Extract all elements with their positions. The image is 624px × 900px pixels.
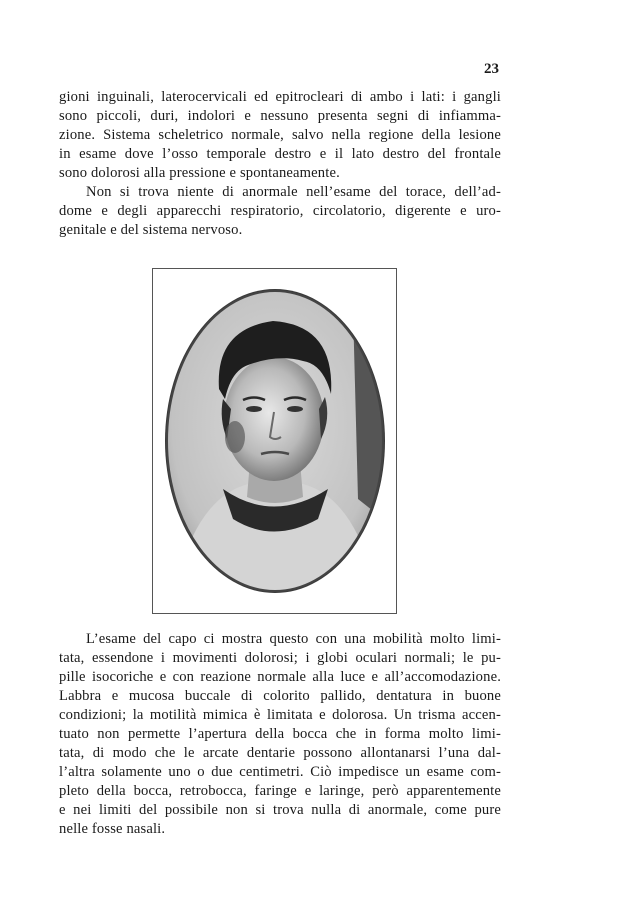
text-line: l’altra solamente uno o due centimetri. Ciò impedisce un esame com- xyxy=(59,764,501,780)
text-block-top xyxy=(59,88,501,240)
text-line: L’esame del capo ci mostra questo con una mobilità molto limi- xyxy=(86,631,501,647)
text-line: e nei limiti del possibile non si trova nulla di anormale, come pure xyxy=(59,802,501,818)
text-line: gioni inguinali, laterocervicali ed epitrocleari di ambo i lati: i gangli xyxy=(59,89,501,105)
text-line: genitale e del sistema nervoso. xyxy=(59,222,243,238)
text-line: pleto della bocca, retrobocca, faringe e laringe, però apparentemente xyxy=(59,783,501,799)
text-line: condizioni; la motilità mimica è limitata e dolorosa. Un trisma accen- xyxy=(59,707,501,723)
text-line: pille isocoriche e con reazione normale alla luce e all’accomodazione. xyxy=(59,669,501,685)
text-block-bottom xyxy=(59,630,501,839)
text-line: tuato non permette l’apertura della bocca che in forma molto limi- xyxy=(59,726,501,742)
text-line: Labbra e mucosa buccale di colorito pallido, dentatura in buone xyxy=(59,688,501,704)
text-line: nelle fosse nasali. xyxy=(59,821,166,837)
text-line: sono dolorosi alla pressione e spontaneamente. xyxy=(59,165,340,181)
text-line: Non si trova niente di anormale nell’esame del torace, dell’ad- xyxy=(86,184,501,200)
text-line: in esame dove l’osso temporale destro e il lato destro del frontale xyxy=(59,146,501,162)
portrait-photo xyxy=(152,268,397,614)
text-line: tata, di modo che le arcate dentarie possono allontanarsi l’una dal- xyxy=(59,745,501,761)
text-line: tata, essendone i movimenti dolorosi; i globi oculari normali; le pu- xyxy=(59,650,501,666)
text-line: sono piccoli, duri, indolori e nessuno presenta segni di infiamma- xyxy=(59,108,501,124)
page-number: 23 xyxy=(484,61,499,77)
text-line: zione. Sistema scheletrico normale, salvo nella regione della lesione xyxy=(59,127,501,143)
text-line: dome e degli apparecchi respiratorio, circolatorio, digerente e uro- xyxy=(59,203,501,219)
portrait-photo-icon xyxy=(153,269,396,613)
